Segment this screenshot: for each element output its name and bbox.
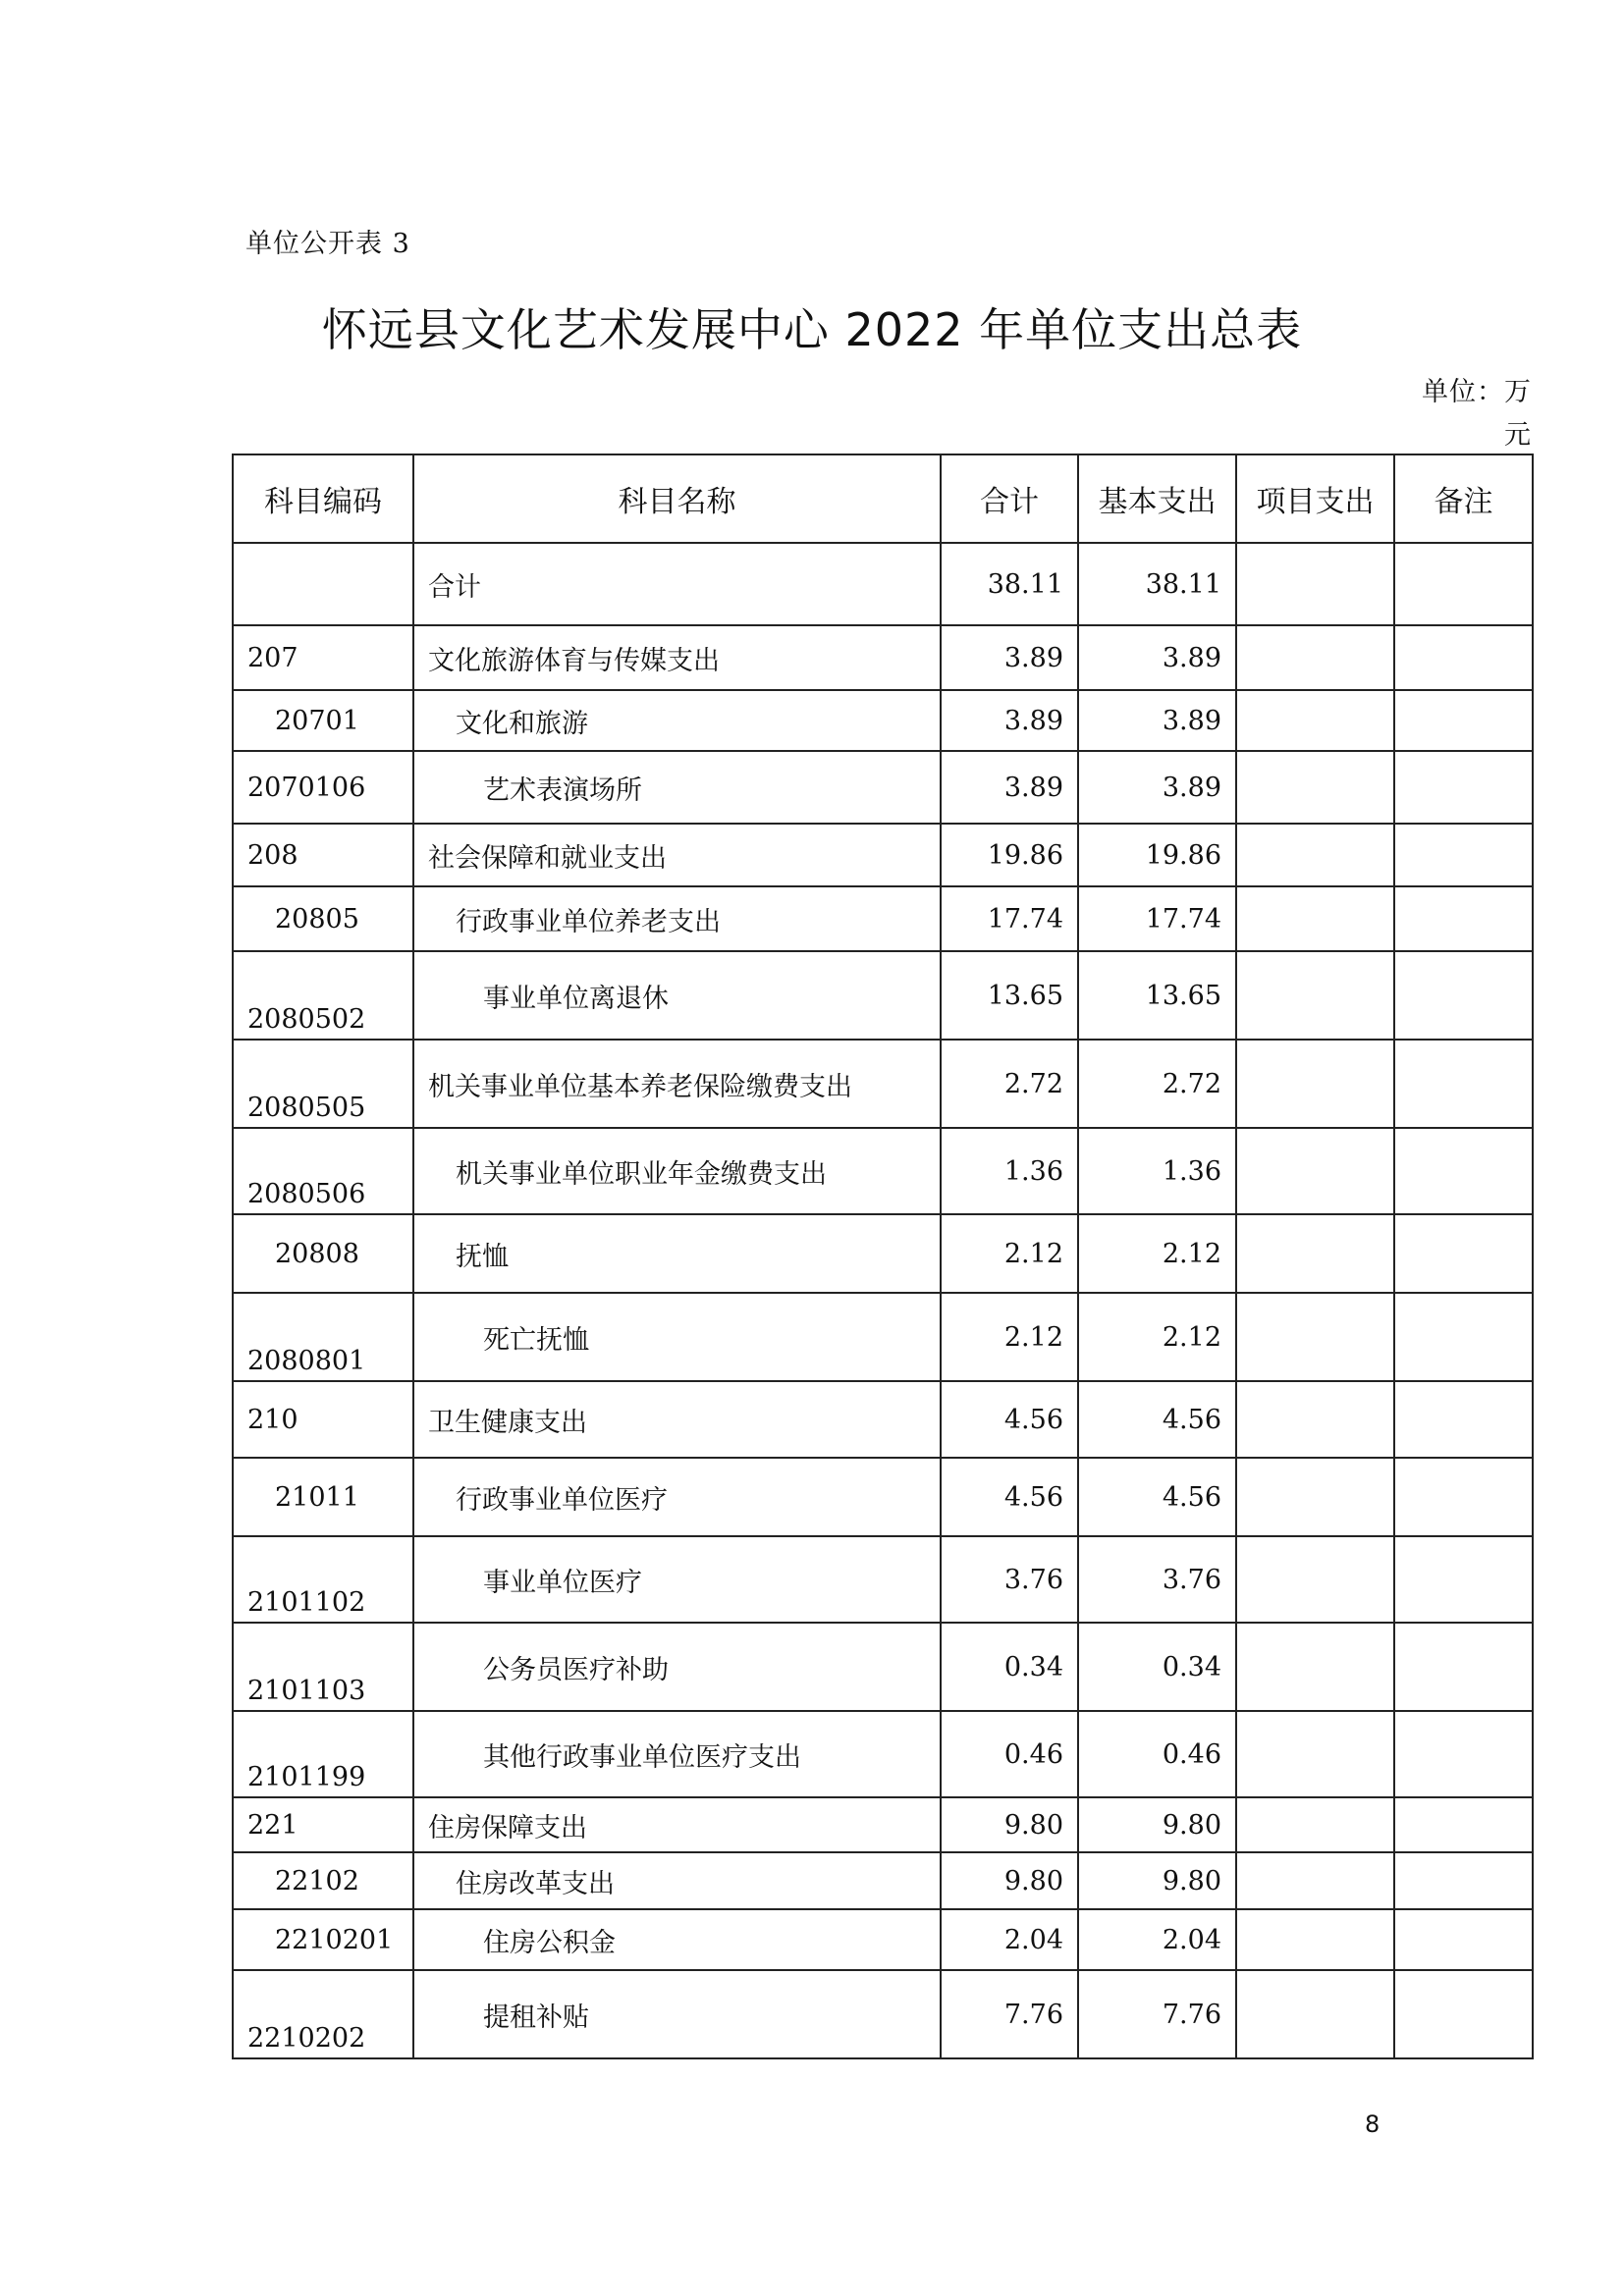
cell-name: 住房公积金 (413, 1909, 941, 1970)
cell-total: 3.89 (941, 751, 1078, 824)
cell-note (1394, 1970, 1533, 2058)
cell-basic: 4.56 (1078, 1458, 1236, 1536)
cell-project (1236, 543, 1394, 625)
col-header-project: 项目支出 (1236, 454, 1394, 543)
cell-basic: 38.11 (1078, 543, 1236, 625)
cell-basic: 2.04 (1078, 1909, 1236, 1970)
cell-name: 机关事业单位职业年金缴费支出 (413, 1128, 941, 1214)
expense-table (232, 454, 1534, 2059)
cell-note (1394, 1128, 1533, 1214)
cell-basic: 19.86 (1078, 824, 1236, 886)
cell-name: 其他行政事业单位医疗支出 (413, 1711, 941, 1797)
table-row (233, 1797, 1533, 1852)
table-label: 单位公开表 3 (245, 229, 410, 259)
cell-basic: 0.34 (1078, 1623, 1236, 1711)
cell-code: 2080801 (233, 1293, 413, 1381)
table-row (233, 1040, 1533, 1128)
cell-name: 文化和旅游 (413, 690, 941, 751)
cell-code: 20701 (233, 690, 413, 751)
cell-total: 0.46 (941, 1711, 1078, 1797)
table-row (233, 1293, 1533, 1381)
cell-name: 住房改革支出 (413, 1852, 941, 1909)
cell-project (1236, 1711, 1394, 1797)
cell-project (1236, 886, 1394, 951)
cell-code: 2101199 (233, 1711, 413, 1797)
cell-code: 20805 (233, 886, 413, 951)
cell-code: 2210202 (233, 1970, 413, 2058)
cell-name: 事业单位医疗 (413, 1536, 941, 1623)
table-row (233, 690, 1533, 751)
col-header-name: 科目名称 (413, 454, 941, 543)
cell-total: 13.65 (941, 951, 1078, 1040)
cell-total: 3.89 (941, 625, 1078, 690)
page-number: 8 (1365, 2110, 1380, 2138)
table-row (233, 1128, 1533, 1214)
cell-basic: 9.80 (1078, 1852, 1236, 1909)
cell-note (1394, 1293, 1533, 1381)
cell-note (1394, 625, 1533, 690)
cell-total: 1.36 (941, 1128, 1078, 1214)
cell-name: 住房保障支出 (413, 1797, 941, 1852)
table-row (233, 625, 1533, 690)
cell-name: 社会保障和就业支出 (413, 824, 941, 886)
cell-project (1236, 1797, 1394, 1852)
cell-project (1236, 951, 1394, 1040)
cell-basic: 17.74 (1078, 886, 1236, 951)
cell-project (1236, 625, 1394, 690)
page-title: 怀远县文化艺术发展中心 2022 年单位支出总表 (321, 303, 1303, 356)
cell-code: 20808 (233, 1214, 413, 1293)
table-row (233, 824, 1533, 886)
col-header-total: 合计 (941, 454, 1078, 543)
cell-total: 4.56 (941, 1381, 1078, 1458)
cell-note (1394, 1040, 1533, 1128)
cell-project (1236, 1040, 1394, 1128)
table-row (233, 1381, 1533, 1458)
cell-note (1394, 1458, 1533, 1536)
cell-total: 4.56 (941, 1458, 1078, 1536)
cell-total: 3.76 (941, 1536, 1078, 1623)
table-row (233, 543, 1533, 625)
cell-project (1236, 1909, 1394, 1970)
cell-project (1236, 1623, 1394, 1711)
cell-note (1394, 1536, 1533, 1623)
table-row (233, 886, 1533, 951)
cell-project (1236, 1293, 1394, 1381)
cell-basic: 4.56 (1078, 1381, 1236, 1458)
cell-total: 7.76 (941, 1970, 1078, 2058)
cell-total: 2.12 (941, 1214, 1078, 1293)
cell-code: 2101103 (233, 1623, 413, 1711)
cell-code: 21011 (233, 1458, 413, 1536)
cell-total: 2.12 (941, 1293, 1078, 1381)
cell-total: 19.86 (941, 824, 1078, 886)
cell-name: 艺术表演场所 (413, 751, 941, 824)
cell-code: 2080505 (233, 1040, 413, 1128)
cell-note (1394, 751, 1533, 824)
cell-basic: 3.89 (1078, 625, 1236, 690)
cell-note (1394, 690, 1533, 751)
cell-basic: 9.80 (1078, 1797, 1236, 1852)
cell-name: 公务员医疗补助 (413, 1623, 941, 1711)
cell-project (1236, 690, 1394, 751)
cell-name: 提租补贴 (413, 1970, 941, 2058)
cell-project (1236, 1852, 1394, 1909)
cell-project (1236, 1458, 1394, 1536)
cell-project (1236, 1970, 1394, 2058)
cell-basic: 3.76 (1078, 1536, 1236, 1623)
cell-name: 合计 (413, 543, 941, 625)
cell-basic: 13.65 (1078, 951, 1236, 1040)
cell-basic: 2.12 (1078, 1293, 1236, 1381)
cell-note (1394, 1852, 1533, 1909)
cell-total: 38.11 (941, 543, 1078, 625)
table-row (233, 1623, 1533, 1711)
cell-note (1394, 543, 1533, 625)
cell-code: 207 (233, 625, 413, 690)
cell-total: 17.74 (941, 886, 1078, 951)
cell-total: 2.72 (941, 1040, 1078, 1128)
table-row (233, 951, 1533, 1040)
cell-name: 死亡抚恤 (413, 1293, 941, 1381)
unit-line-2: 元 (1504, 420, 1532, 451)
cell-basic: 0.46 (1078, 1711, 1236, 1797)
unit-note (1394, 371, 1532, 457)
cell-code: 221 (233, 1797, 413, 1852)
cell-basic: 7.76 (1078, 1970, 1236, 2058)
cell-code: 2080502 (233, 951, 413, 1040)
table-header-row (233, 454, 1533, 543)
cell-name: 机关事业单位基本养老保险缴费支出 (413, 1040, 941, 1128)
cell-code: 2101102 (233, 1536, 413, 1623)
cell-code: 210 (233, 1381, 413, 1458)
cell-note (1394, 1623, 1533, 1711)
table-row (233, 1711, 1533, 1797)
cell-total: 0.34 (941, 1623, 1078, 1711)
cell-note (1394, 1214, 1533, 1293)
cell-name: 抚恤 (413, 1214, 941, 1293)
cell-basic: 3.89 (1078, 690, 1236, 751)
cell-code: 2070106 (233, 751, 413, 824)
col-header-code: 科目编码 (233, 454, 413, 543)
table-row (233, 1458, 1533, 1536)
col-header-basic: 基本支出 (1078, 454, 1236, 543)
cell-code: 208 (233, 824, 413, 886)
cell-code: 2080506 (233, 1128, 413, 1214)
cell-total: 2.04 (941, 1909, 1078, 1970)
cell-project (1236, 1128, 1394, 1214)
table-row (233, 1970, 1533, 2058)
cell-note (1394, 1797, 1533, 1852)
cell-code: 22102 (233, 1852, 413, 1909)
table-row (233, 1214, 1533, 1293)
cell-project (1236, 751, 1394, 824)
cell-basic: 1.36 (1078, 1128, 1236, 1214)
col-header-note: 备注 (1394, 454, 1533, 543)
cell-name: 行政事业单位医疗 (413, 1458, 941, 1536)
cell-basic: 2.12 (1078, 1214, 1236, 1293)
cell-note (1394, 1711, 1533, 1797)
cell-code: 2210201 (233, 1909, 413, 1970)
cell-name: 行政事业单位养老支出 (413, 886, 941, 951)
cell-code (233, 543, 413, 625)
cell-name: 事业单位离退休 (413, 951, 941, 1040)
cell-note (1394, 886, 1533, 951)
table-row (233, 751, 1533, 824)
cell-project (1236, 1536, 1394, 1623)
cell-total: 3.89 (941, 690, 1078, 751)
cell-project (1236, 824, 1394, 886)
cell-note (1394, 1381, 1533, 1458)
cell-total: 9.80 (941, 1797, 1078, 1852)
cell-note (1394, 951, 1533, 1040)
cell-total: 9.80 (941, 1852, 1078, 1909)
cell-name: 文化旅游体育与传媒支出 (413, 625, 941, 690)
cell-project (1236, 1214, 1394, 1293)
cell-project (1236, 1381, 1394, 1458)
table-row (233, 1909, 1533, 1970)
table-row (233, 1852, 1533, 1909)
cell-name: 卫生健康支出 (413, 1381, 941, 1458)
unit-line-1: 单位：万 (1422, 377, 1532, 407)
cell-basic: 2.72 (1078, 1040, 1236, 1128)
table-row (233, 1536, 1533, 1623)
cell-note (1394, 1909, 1533, 1970)
cell-basic: 3.89 (1078, 751, 1236, 824)
cell-note (1394, 824, 1533, 886)
